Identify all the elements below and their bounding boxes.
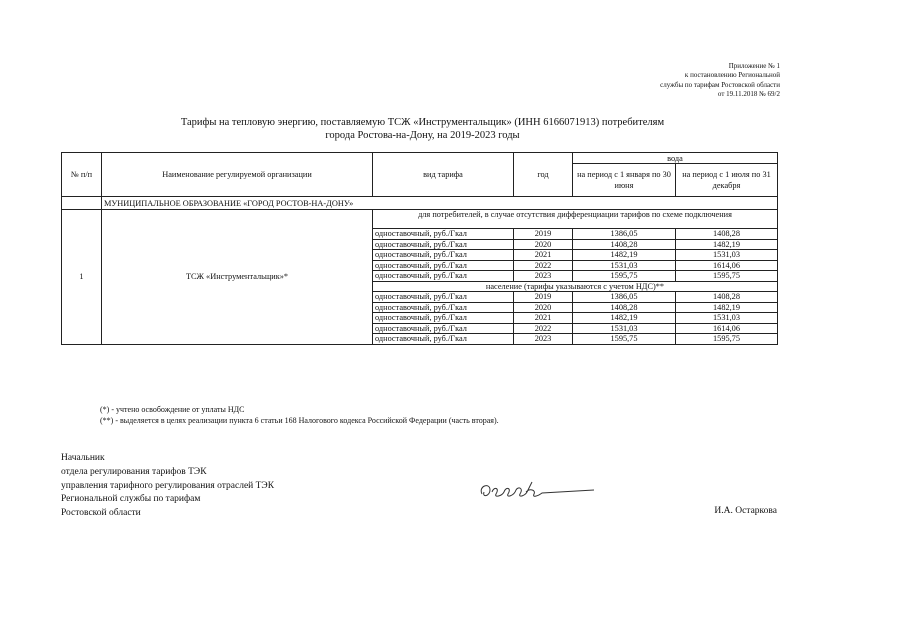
tariff-year-cell: 2021 bbox=[514, 250, 573, 261]
signatory-line-4: Региональной службы по тарифам bbox=[61, 494, 201, 505]
tariff-period1-cell: 1408,28 bbox=[573, 302, 676, 313]
title-line-1: Тарифы на тепловую энергию, поставляемую ТСЖ «Инструментальщик» (ИНН 6166071913) потребителям bbox=[180, 117, 665, 128]
tariff-period1-cell: 1482,19 bbox=[573, 313, 676, 324]
header-period-1: на период с 1 января по 30 июня bbox=[573, 164, 676, 197]
section-population: население (тарифы указываются с учетом НДС)** bbox=[373, 281, 778, 292]
section-consumers: для потребителей, в случае отсутствия дифференциации тарифов по схеме подключения bbox=[373, 210, 778, 229]
tariff-period2-cell: 1408,28 bbox=[676, 292, 778, 303]
tariff-period2-cell: 1595,75 bbox=[676, 334, 778, 345]
tariff-type-cell: одноставочный, руб./Гкал bbox=[373, 302, 514, 313]
tariff-type-cell: одноставочный, руб./Гкал bbox=[373, 250, 514, 261]
appendix-line-1: Приложение № 1 bbox=[728, 62, 780, 70]
tariff-period1-cell: 1595,75 bbox=[573, 271, 676, 282]
footnote-1-text: - учтено освобождение от уплаты НДС bbox=[111, 405, 245, 414]
signatory-name: И.А. Остаркова bbox=[714, 506, 777, 516]
appendix-line-3: службы по тарифам Ростовской области bbox=[660, 80, 780, 89]
tariff-year-cell: 2023 bbox=[514, 334, 573, 345]
tariff-period2-cell: 1482,19 bbox=[676, 239, 778, 250]
tariff-type-cell: одноставочный, руб./Гкал bbox=[373, 334, 514, 345]
tariff-period2-cell: 1408,28 bbox=[676, 229, 778, 240]
tariff-type-cell: одноставочный, руб./Гкал bbox=[373, 271, 514, 282]
signatory-line-2: отдела регулирования тарифов ТЭК bbox=[61, 466, 207, 477]
header-water: вода bbox=[573, 153, 778, 164]
header-year: год bbox=[514, 153, 573, 197]
tariff-type-cell: одноставочный, руб./Гкал bbox=[373, 313, 514, 324]
handwritten-signature bbox=[476, 476, 596, 506]
tariff-year-cell: 2019 bbox=[514, 229, 573, 240]
header-tariff-type: вид тарифа bbox=[373, 153, 514, 197]
tariff-period1-cell: 1408,28 bbox=[573, 239, 676, 250]
title-line-2: города Ростова-на-Дону, на 2019-2023 годы bbox=[325, 130, 520, 141]
tariff-year-cell: 2022 bbox=[514, 323, 573, 334]
document-title bbox=[0, 116, 905, 142]
tariff-year-cell: 2019 bbox=[514, 292, 573, 303]
tariff-period1-cell: 1386,05 bbox=[573, 229, 676, 240]
tariff-year-cell: 2020 bbox=[514, 239, 573, 250]
municipality-name: МУНИЦИПАЛЬНОЕ ОБРАЗОВАНИЕ «ГОРОД РОСТОВ-НА-ДОНУ» bbox=[102, 197, 778, 210]
signatory-position bbox=[61, 452, 274, 521]
tariff-period2-cell: 1614,06 bbox=[676, 260, 778, 271]
organization-name: ТСЖ «Инструментальщик»* bbox=[102, 210, 373, 345]
footnote-2-mark: (**) bbox=[100, 416, 114, 425]
header-number: № п/п bbox=[62, 153, 102, 197]
tariff-table bbox=[61, 152, 778, 345]
appendix-line-4: от 19.11.2018 № 69/2 bbox=[717, 90, 780, 99]
signatory-line-1: Начальник bbox=[61, 453, 105, 463]
tariff-period2-cell: 1614,06 bbox=[676, 323, 778, 334]
tariff-period1-cell: 1386,05 bbox=[573, 292, 676, 303]
tariff-period1-cell: 1482,19 bbox=[573, 250, 676, 261]
tariff-year-cell: 2021 bbox=[514, 313, 573, 324]
tariff-year-cell: 2022 bbox=[514, 260, 573, 271]
footnotes bbox=[100, 404, 499, 426]
tariff-period1-cell: 1531,03 bbox=[573, 323, 676, 334]
appendix-line-2: к постановлению Региональной bbox=[684, 71, 780, 80]
signatory-line-5: Ростовской области bbox=[61, 508, 141, 519]
tariff-period1-cell: 1595,75 bbox=[573, 334, 676, 345]
footnote-2-text: - выделяется в целях реализации пункта 6 статьи 168 Налогового кодекса Российской Федерации (часть вторая). bbox=[115, 416, 499, 425]
footnote-1 bbox=[100, 404, 499, 415]
footnote-1-mark: (*) bbox=[100, 405, 110, 414]
tariff-year-cell: 2023 bbox=[514, 271, 573, 282]
tariff-period2-cell: 1531,03 bbox=[676, 313, 778, 324]
tariff-period2-cell: 1595,75 bbox=[676, 271, 778, 282]
tariff-type-cell: одноставочный, руб./Гкал bbox=[373, 292, 514, 303]
row-number: 1 bbox=[62, 210, 102, 345]
tariff-period2-cell: 1482,19 bbox=[676, 302, 778, 313]
tariff-type-cell: одноставочный, руб./Гкал bbox=[373, 323, 514, 334]
tariff-period2-cell: 1531,03 bbox=[676, 250, 778, 261]
header-period-2: на период с 1 июля по 31 декабря bbox=[676, 164, 778, 197]
tariff-period1-cell: 1531,03 bbox=[573, 260, 676, 271]
footnote-2 bbox=[100, 415, 499, 426]
tariff-type-cell: одноставочный, руб./Гкал bbox=[373, 260, 514, 271]
appendix-note bbox=[660, 62, 780, 100]
tariff-type-cell: одноставочный, руб./Гкал bbox=[373, 229, 514, 240]
tariff-year-cell: 2020 bbox=[514, 302, 573, 313]
signatory-line-3: управления тарифного регулирования отраслей ТЭК bbox=[61, 480, 275, 491]
tariff-type-cell: одноставочный, руб./Гкал bbox=[373, 239, 514, 250]
header-organization: Наименование регулируемой организации bbox=[102, 153, 373, 197]
